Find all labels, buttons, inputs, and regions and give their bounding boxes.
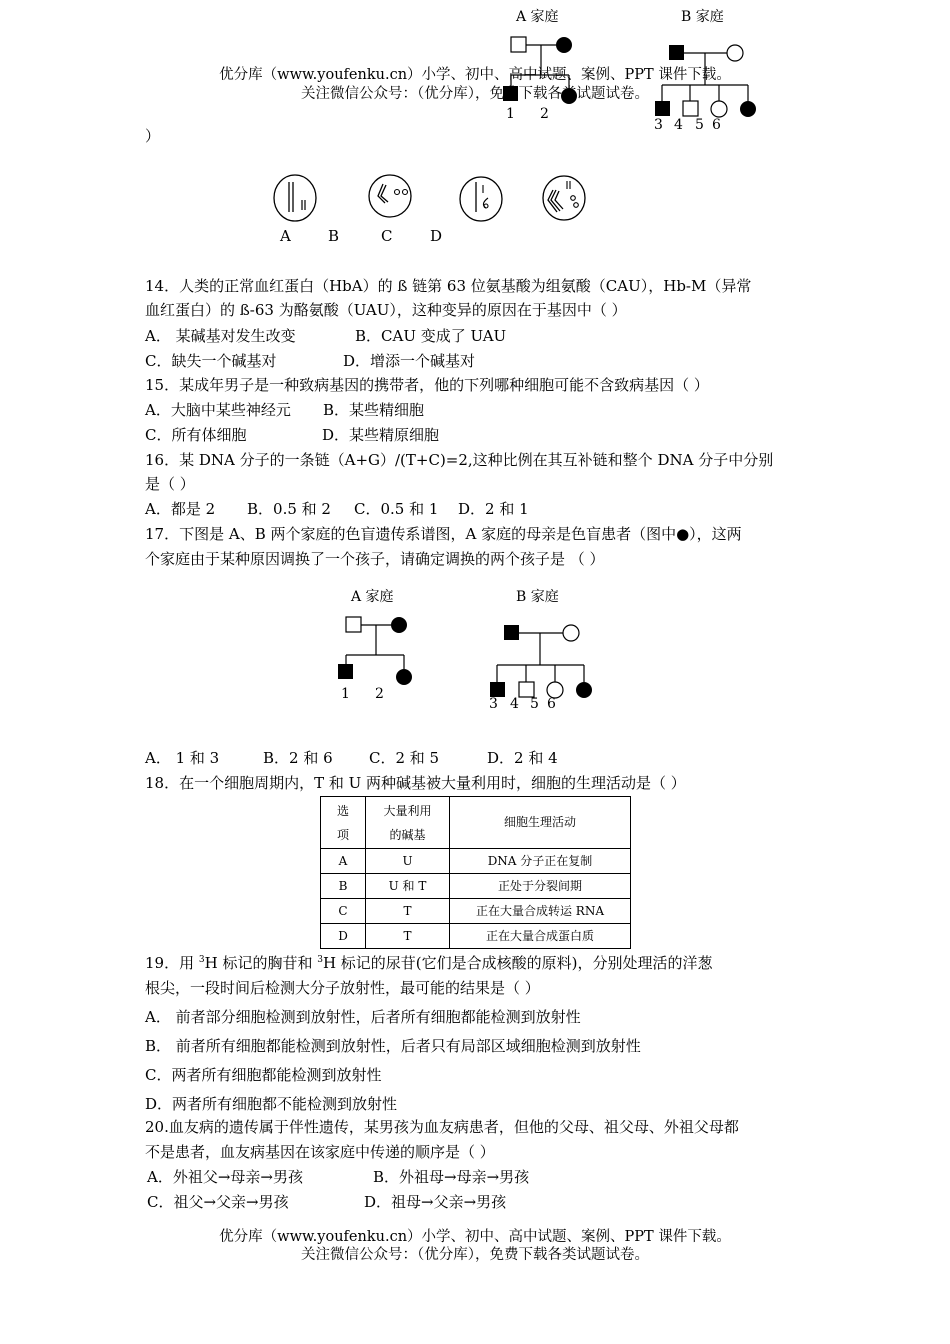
q20-option-a: A．外祖父→母亲→男孩 <box>147 1168 303 1186</box>
q19-option-c: C．两者所有细胞都能检测到放射性 <box>145 1066 382 1084</box>
cell-a <box>274 175 316 221</box>
q17-option-c: C．2 和 5 <box>369 749 440 767</box>
q19-option-b: B． 前者所有细胞都能检测到放射性，后者只有局部区域细胞检测到放射性 <box>145 1037 641 1055</box>
cell-c <box>460 177 502 221</box>
q18-th-activity: 细胞生理活动 <box>450 797 631 849</box>
cell-label-c: C <box>381 227 393 245</box>
q17-line-2: 个家庭由于某种原因调换了一个孩子，请确定调换的两个孩子是 （ ） <box>145 550 605 568</box>
table-row <box>321 924 631 949</box>
q18-cell-base: T <box>366 924 450 949</box>
q14-line-1: 14．人类的正常血红蛋白（HbA）的 ß 链第 63 位氨基酸为组氨酸（CAU），Hb-M（异常 <box>145 277 752 295</box>
top-b-label-3: 3 <box>654 117 663 133</box>
q18-cell-opt: B <box>321 874 366 899</box>
q18-line-1: 18．在一个细胞周期内，T 和 U 两种碱基被大量利用时，细胞的生理活动是（ ） <box>145 774 686 792</box>
q20-option-c: C．祖父→父亲→男孩 <box>147 1193 289 1211</box>
q17-pedigree <box>0 580 950 720</box>
top-a-mother <box>556 37 572 53</box>
top-b-label-4: 4 <box>674 117 683 133</box>
q14-line-2: 血红蛋白）的 ß-63 为酪氨酸（UAU），这种变异的原因在于基因中（ ） <box>145 301 627 319</box>
q15-option-d: D．某些精原细胞 <box>322 426 440 444</box>
q18-cell-opt: C <box>321 899 366 924</box>
q18-cell-base: T <box>366 899 450 924</box>
top-a-father <box>511 37 526 52</box>
q19-sup-1: 3 <box>198 955 205 965</box>
q18-th-option <box>321 797 366 849</box>
q17-b-child-4 <box>519 682 534 697</box>
top-b-label-5: 5 <box>695 117 704 133</box>
q14-option-c: C．缺失一个碱基对 <box>145 352 277 370</box>
q19-text-2: H 标记的胸苷和 <box>204 954 318 972</box>
q17-b-father <box>504 625 519 640</box>
q18-cell-activity: 正处于分裂间期 <box>450 874 631 899</box>
q17-a-label-1: 1 <box>341 686 350 702</box>
q19-sup-2: 3 <box>317 955 323 965</box>
footer-line-2: 关注微信公众号：（优分库），免费下载各类试题试卷。 <box>301 1247 649 1263</box>
q19-line-2: 根尖，一段时间后检测大分子放射性，最可能的结果是（ ） <box>145 979 540 997</box>
q18-th-base <box>366 797 450 849</box>
header-line-2: 关注微信公众号：（优分库），免费下载各类试题试卷。 <box>301 86 649 102</box>
top-a-label-1: 1 <box>506 106 515 122</box>
q19-option-a: A． 前者部分细胞检测到放射性，后者所有细胞都能检测到放射性 <box>145 1008 581 1026</box>
q15-line-1: 15．某成年男子是一种致病基因的携带者，他的下列哪种细胞可能不含致病基因（ ） <box>145 376 709 394</box>
q16-option-d: D．2 和 1 <box>458 500 529 518</box>
cell-b <box>369 175 411 217</box>
q18-table <box>320 796 631 949</box>
q18-th-option-1: 选 <box>336 803 349 818</box>
q19-text-3: H 标记的尿苷(它们是合成核酸的原料)，分别处理活的洋葱 <box>322 954 713 972</box>
header-line-1: 优分库（www.youfenku.cn）小学、初中、高中试题、案例、PPT 课件下载。 <box>219 67 731 83</box>
top-a-label-2: 2 <box>540 106 549 122</box>
q18-table-header <box>321 797 631 849</box>
top-b-child-5 <box>711 101 727 117</box>
q19-text-1: 19．用 <box>145 954 199 972</box>
cell-label-b: B <box>328 227 340 245</box>
q17-option-d: D．2 和 4 <box>487 749 558 767</box>
q16-line-1: 16．某 DNA 分子的一条链（A+G）/(T+C)=2,这种比例在其互补链和整个 DNA 分子中分别 <box>145 451 774 469</box>
q17-b-label-6: 6 <box>547 696 556 712</box>
q18-cell-base: U <box>366 849 450 874</box>
q20-line-1: 20.血友病的遗传属于伴性遗传，某男孩为血友病患者，但他的父母、祖父母、外祖父母都 <box>145 1118 739 1136</box>
cell-label-d: D <box>430 227 443 245</box>
top-family-b-label: B 家庭 <box>681 9 724 25</box>
q18-cell-opt: D <box>321 924 366 949</box>
q17-option-b: B．2 和 6 <box>263 749 333 767</box>
q13-fragment: ） <box>145 127 161 145</box>
q17-b-child-3 <box>490 682 505 697</box>
q17-a-father <box>346 617 361 632</box>
q17-family-a-label: A 家庭 <box>351 589 394 605</box>
q17-a-label-2: 2 <box>375 686 384 702</box>
top-b-child-3 <box>655 101 670 116</box>
top-family-a-label: A 家庭 <box>516 9 559 25</box>
q17-b-child-6 <box>576 682 592 698</box>
q18-th-base-2: 的碱基 <box>389 827 426 842</box>
table-row <box>321 849 631 874</box>
cell-label-a: A <box>280 227 291 245</box>
q20-line-2: 不是患者，血友病基因在该家庭中传递的顺序是（ ） <box>145 1143 495 1161</box>
q17-b-mother <box>563 625 579 641</box>
q16-option-c: C．0.5 和 1 <box>354 500 439 518</box>
q14-option-a: A． 某碱基对发生改变 <box>145 327 296 345</box>
q14-option-b: B．CAU 变成了 UAU <box>355 327 507 345</box>
q19-option-d: D．两者所有细胞都不能检测到放射性 <box>145 1095 398 1113</box>
q18-cell-activity: DNA 分子正在复制 <box>450 849 631 874</box>
cell-diagrams <box>0 170 950 250</box>
q17-b-label-5: 5 <box>530 696 539 712</box>
q17-a-mother <box>391 617 407 633</box>
top-b-child-6 <box>740 101 756 117</box>
q17-family-b-label: B 家庭 <box>516 589 559 605</box>
q17-a-child-2 <box>396 669 412 685</box>
q17-a-child-1 <box>338 664 353 679</box>
q18-th-option-2: 项 <box>336 827 349 842</box>
q18-cell-activity: 正在大量合成转运 RNA <box>450 899 631 924</box>
q18-cell-opt: A <box>321 849 366 874</box>
q16-option-b: B．0.5 和 2 <box>247 500 331 518</box>
q18-th-base-1: 大量利用 <box>383 803 432 818</box>
table-row <box>321 899 631 924</box>
q18-cell-base: U 和 T <box>366 874 450 899</box>
q15-option-a: A．大脑中某些神经元 <box>145 401 291 419</box>
q19-line-1 <box>145 953 713 973</box>
q18-cell-activity: 正在大量合成蛋白质 <box>450 924 631 949</box>
q14-option-d: D．增添一个碱基对 <box>343 352 476 370</box>
q16-option-a: A．都是 2 <box>145 500 216 518</box>
cell-d <box>543 176 585 220</box>
top-b-label-6: 6 <box>712 117 721 133</box>
q17-b-label-4: 4 <box>510 696 519 712</box>
q20-option-b: B．外祖母→母亲→男孩 <box>373 1168 530 1186</box>
q17-line-1: 17．下图是 A、B 两个家庭的色盲遗传系谱图，A 家庭的母亲是色盲患者（图中●），这两 <box>145 525 742 543</box>
q20-option-d: D．祖母→父亲→男孩 <box>364 1193 507 1211</box>
top-b-mother <box>727 45 743 61</box>
q17-b-label-3: 3 <box>489 696 498 712</box>
q15-option-c: C．所有体细胞 <box>145 426 247 444</box>
q15-option-b: B．某些精细胞 <box>323 401 425 419</box>
q16-line-2: 是（ ） <box>145 475 195 493</box>
footer-line-1: 优分库（www.youfenku.cn）小学、初中、高中试题、案例、PPT 课件下载。 <box>219 1229 731 1245</box>
table-row <box>321 874 631 899</box>
q17-option-a: A． 1 和 3 <box>145 749 220 767</box>
top-b-father <box>669 45 684 60</box>
top-b-child-4 <box>683 101 698 116</box>
